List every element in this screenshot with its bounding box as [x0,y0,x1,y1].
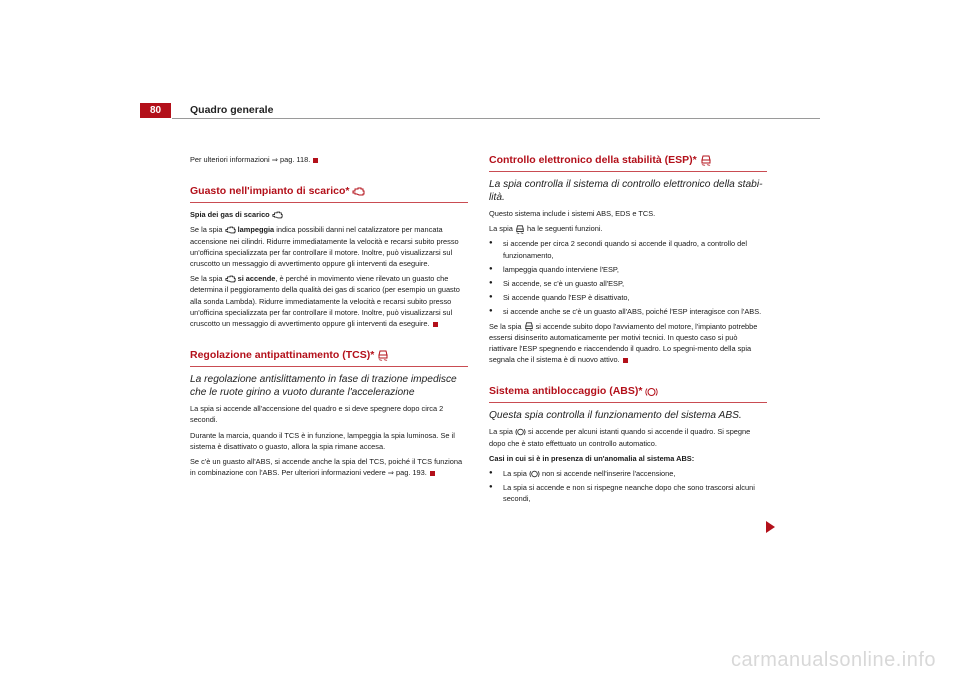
end-mark-icon [433,322,438,327]
skid-car-icon [524,322,534,331]
skid-car-icon [700,155,712,166]
esp-bullet: ● Si accende, se c'è un guasto all'ESP, [489,278,767,289]
exhaust-paragraph-2: Se la spia si accende, è perché in movimento viene rilevato un guasto che determina il peggioramento della qualità dei gas di scarico (per esempio un guasto alla sonda Lambda). Ridurre immediatamente la velocità e recarsi subito presso un'officina specializzata per far controllare il motore. Inoltre, può visualizzarsi sul cruscotto un messaggio di avvertimento oppure gli interventi da eseguire. [190,274,460,329]
abs-lead: Questa spia controlla il funzionamento del sistema ABS. [489,410,742,422]
skid-car-icon [515,225,525,234]
engine-icon [352,187,365,196]
esp-paragraph-2: La spia ha le seguenti funzioni. [489,224,603,234]
skid-car-icon [377,350,389,361]
page-title: Quadro generale [190,104,274,116]
engine-icon [225,226,236,234]
tcs-lead: La regolazione antislittamento in fase di trazione impedisce che le ruote girino a vuoto durante l'accelerazione [190,374,457,399]
esp-lead: La spia controlla il sistema di controllo elettronico della stabi-lità. [489,179,763,203]
exhaust-subheading: Spia dei gas di scarico [190,209,468,220]
tcs-paragraph-3: Se c'è un guasto all'ABS, si accende anche la spia del TCS, poiché il TCS funziona in combinazione con l'ABS. Per ulteriori informazioni vedere ⇒ pag. 193. [190,457,463,478]
header-divider [172,118,820,119]
end-mark-icon [313,158,318,163]
left-column [190,154,468,482]
esp-bullet: ● si accende anche se c'è un guasto all'ABS, poiché l'ESP interagisce con l'ABS. [489,306,767,317]
watermark: carmanualsonline.info [730,649,936,671]
esp-paragraph-1: Questo sistema include i sistemi ABS, EDS e TCS. [489,209,656,218]
end-mark-icon [430,471,435,476]
abs-subheading: Casi in cui si è in presenza di un'anomalia al sistema ABS: [489,453,695,463]
abs-icon [515,428,526,436]
esp-bullet: ● Si accende quando l'ESP è disattivato, [489,292,767,303]
engine-icon [272,211,283,219]
abs-heading: Sistema antibloccaggio (ABS)* [489,385,767,403]
tcs-paragraph-2: Durante la marcia, quando il TCS è in funzione, lampeggia la spia luminosa. Se il sistema è disattivato o guasto, allora la spia rimane accesa. [190,430,455,451]
abs-bullet: ● La spia si accende e non si rispegne neanche dopo che sono trascorsi alcuni secondi, [489,482,767,504]
abs-icon [529,470,540,478]
abs-paragraph-1: La spia si accende per alcuni istanti quando si accende il quadro. Si spegne dopo che è stato effettuato un controllo automatico. [489,427,751,448]
exhaust-paragraph-1: Se la spia lampeggia indica possibili danni nel catalizzatore per mancata accensione nei cilindri. Ridurre immediatamente la velocità e recarsi subito presso un'officina specializzata per far controllare il motore. Inoltre, può visualizzarsi sul cruscotto un messaggio di avvertimento oppure gli interventi da eseguire. [190,225,459,269]
esp-bullet: ● lampeggia quando interviene l'ESP, [489,264,767,275]
right-column [489,154,767,508]
abs-icon [645,387,658,397]
end-mark-icon [623,358,628,363]
esp-paragraph-3: Se la spia si accende subito dopo l'avviamento del motore, l'impianto potrebbe essersi disinserito automaticamente per motivi tecnici. In questo caso si può riattivare l'ESP spegnendo e riaccendendo il quadro. Lo spegni-mento della spia segnala che il sistema è di nuovo attivo. [489,321,758,365]
tcs-paragraph-1: La spia si accende all'accensione del quadro e si deve spegnere dopo circa 2 secondi. [190,404,444,425]
esp-bullet: ● si accende per circa 2 secondi quando si accende il quadro, a controllo del funzionamento, [489,238,767,260]
page-number: 80 [140,103,171,118]
tcs-heading: Regolazione antipattinamento (TCS)* [190,349,468,367]
intro-text: Per ulteriori informazioni ⇒ pag. 118. [190,154,468,165]
exhaust-heading: Guasto nell'impianto di scarico* [190,185,468,203]
abs-bullet: ● La spia non si accende nell'inserire l'accensione, [489,468,767,479]
next-page-arrow-icon[interactable] [766,521,775,533]
esp-heading: Controllo elettronico della stabilità (ESP)* [489,154,767,172]
engine-icon [225,275,236,283]
